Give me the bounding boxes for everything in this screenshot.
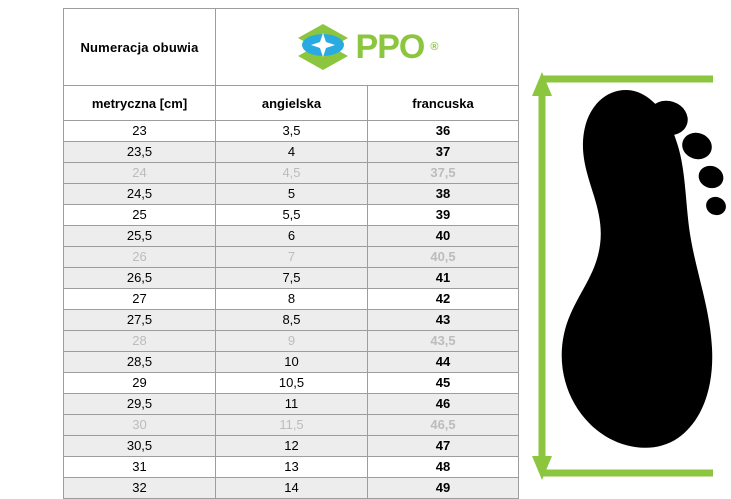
cell-uk: 6 [216,226,368,247]
column-header-fr: francuska [368,86,519,121]
cell-uk: 10,5 [216,373,368,394]
cell-metric: 30 [64,415,216,436]
cell-fr: 46,5 [368,415,519,436]
table-row [64,205,519,226]
cell-fr: 43,5 [368,331,519,352]
cell-fr: 39 [368,205,519,226]
cell-metric: 25,5 [64,226,216,247]
table-header-band [64,9,519,86]
cell-fr: 37,5 [368,163,519,184]
ppo-diamond-icon [296,22,350,72]
cell-fr: 46 [368,394,519,415]
column-header-uk: angielska [216,86,368,121]
foot-silhouette [562,90,729,448]
column-header-metric: metryczna [cm] [64,86,216,121]
cell-uk: 4,5 [216,163,368,184]
cell-metric: 23 [64,121,216,142]
cell-uk: 10 [216,352,368,373]
table-row [64,142,519,163]
cell-fr: 40 [368,226,519,247]
table-row [64,268,519,289]
cell-fr: 43 [368,310,519,331]
cell-fr: 45 [368,373,519,394]
cell-fr: 44 [368,352,519,373]
cell-fr: 47 [368,436,519,457]
cell-metric: 28,5 [64,352,216,373]
cell-metric: 27,5 [64,310,216,331]
cell-metric: 26,5 [64,268,216,289]
cell-metric: 27 [64,289,216,310]
table-row [64,457,519,478]
cell-metric: 29,5 [64,394,216,415]
foot-illustration [518,0,731,495]
table-row [64,163,519,184]
cell-metric: 30,5 [64,436,216,457]
cell-fr: 42 [368,289,519,310]
cell-uk: 4 [216,142,368,163]
cell-metric: 25 [64,205,216,226]
cell-fr: 41 [368,268,519,289]
cell-uk: 8,5 [216,310,368,331]
size-table-container [63,8,518,499]
cell-uk: 8 [216,289,368,310]
table-row [64,289,519,310]
cell-uk: 11,5 [216,415,368,436]
brand-wordmark: PPO [355,28,425,66]
cell-uk: 3,5 [216,121,368,142]
table-row [64,436,519,457]
table-row [64,184,519,205]
table-row [64,394,519,415]
cell-metric: 23,5 [64,142,216,163]
table-row [64,373,519,394]
cell-uk: 7,5 [216,268,368,289]
page-title: Numeracja obuwia [64,9,216,86]
cell-metric: 24 [64,163,216,184]
cell-fr: 36 [368,121,519,142]
cell-metric: 31 [64,457,216,478]
table-row [64,478,519,499]
table-body [64,121,519,499]
cell-fr: 37 [368,142,519,163]
cell-fr: 40,5 [368,247,519,268]
cell-uk: 13 [216,457,368,478]
table-row [64,226,519,247]
cell-metric: 29 [64,373,216,394]
cell-uk: 12 [216,436,368,457]
size-table [63,8,519,499]
cell-uk: 7 [216,247,368,268]
cell-metric: 24,5 [64,184,216,205]
cell-metric: 32 [64,478,216,499]
cell-fr: 48 [368,457,519,478]
cell-uk: 5,5 [216,205,368,226]
table-row [64,415,519,436]
table-column-headers [64,86,519,121]
table-row [64,121,519,142]
table-row [64,352,519,373]
brand-logo [216,9,519,86]
cell-uk: 11 [216,394,368,415]
table-row [64,310,519,331]
cell-fr: 49 [368,478,519,499]
cell-uk: 5 [216,184,368,205]
table-row [64,331,519,352]
cell-metric: 26 [64,247,216,268]
cell-uk: 14 [216,478,368,499]
registered-trademark-icon: ® [430,41,439,53]
table-row [64,247,519,268]
cell-uk: 9 [216,331,368,352]
cell-fr: 38 [368,184,519,205]
cell-metric: 28 [64,331,216,352]
